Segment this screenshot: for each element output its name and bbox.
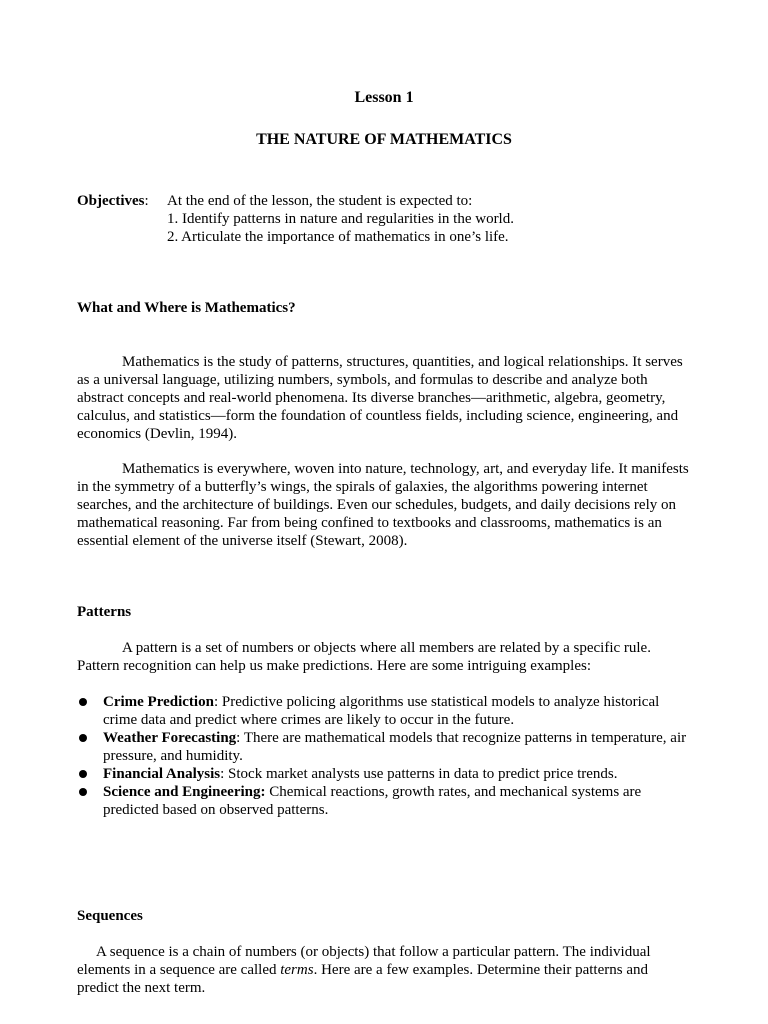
section-heading-patterns: Patterns [77,604,132,620]
bullet-icon [79,770,87,778]
lesson-title: THE NATURE OF MATHEMATICS [256,131,512,148]
what-where-paragraph-2: Mathematics is everywhere, woven into nature, technology, art, and everyday life. It manifests in the symmetry of a butterfly’s wings, the spirals of galaxies, the algorithms powering internet searches, and the architecture of buildings. Even our schedules, budgets, and daily decisions rely on mathematical reasoning. Far from being confined to textbooks and classrooms, mathematics is an essential element of the universe itself (Stewart, 2008). [77,461,689,549]
bullet-icon [79,698,87,706]
patterns-bullet-list [77,693,691,819]
bullet-icon [79,734,87,742]
objectives-label: Objectives: [77,193,149,209]
bullet-icon [79,788,87,796]
list-item: Crime Prediction: Predictive policing algorithms use statistical models to analyze historical crime data and predict where crimes are likely to occur in the future. [77,693,691,729]
sequences-paragraph: A sequence is a chain of numbers (or objects) that follow a particular pattern. The individual elements in a sequence are called terms. Here are a few examples. Determine their patterns and predict the next term. [77,944,651,996]
objective-item: 1. Identify patterns in nature and regularities in the world. [167,211,514,227]
list-item: Financial Analysis: Stock market analysts use patterns in data to predict price trends. [77,765,691,783]
patterns-paragraph: A pattern is a set of numbers or objects where all members are related by a specific rule. Pattern recognition can help us make predictions. Here are some intriguing examples: [77,640,651,674]
list-item: Science and Engineering: Chemical reactions, growth rates, and mechanical systems are predicted based on observed patterns. [77,783,691,819]
objectives-intro: At the end of the lesson, the student is expected to: [167,193,473,209]
objectives-list [167,192,697,246]
lesson-number: Lesson 1 [354,89,414,106]
section-heading-sequences: Sequences [77,908,143,924]
section-heading-what-where: What and Where is Mathematics? [77,300,296,316]
what-where-paragraph-1: Mathematics is the study of patterns, structures, quantities, and logical relationships. It serves as a universal language, utilizing numbers, symbols, and formulas to describe and analyze both abstract concepts and real-world phenomena. Its diverse branches—arithmetic, algebra, geometry, calculus, and statistics—form the foundation of countless fields, including science, engineering, and economics (Devlin, 1994). [77,354,683,442]
list-item: Weather Forecasting: There are mathematical models that recognize patterns in temperature, air pressure, and humidity. [77,729,691,765]
objective-item: 2. Articulate the importance of mathematics in one’s life. [167,229,509,245]
